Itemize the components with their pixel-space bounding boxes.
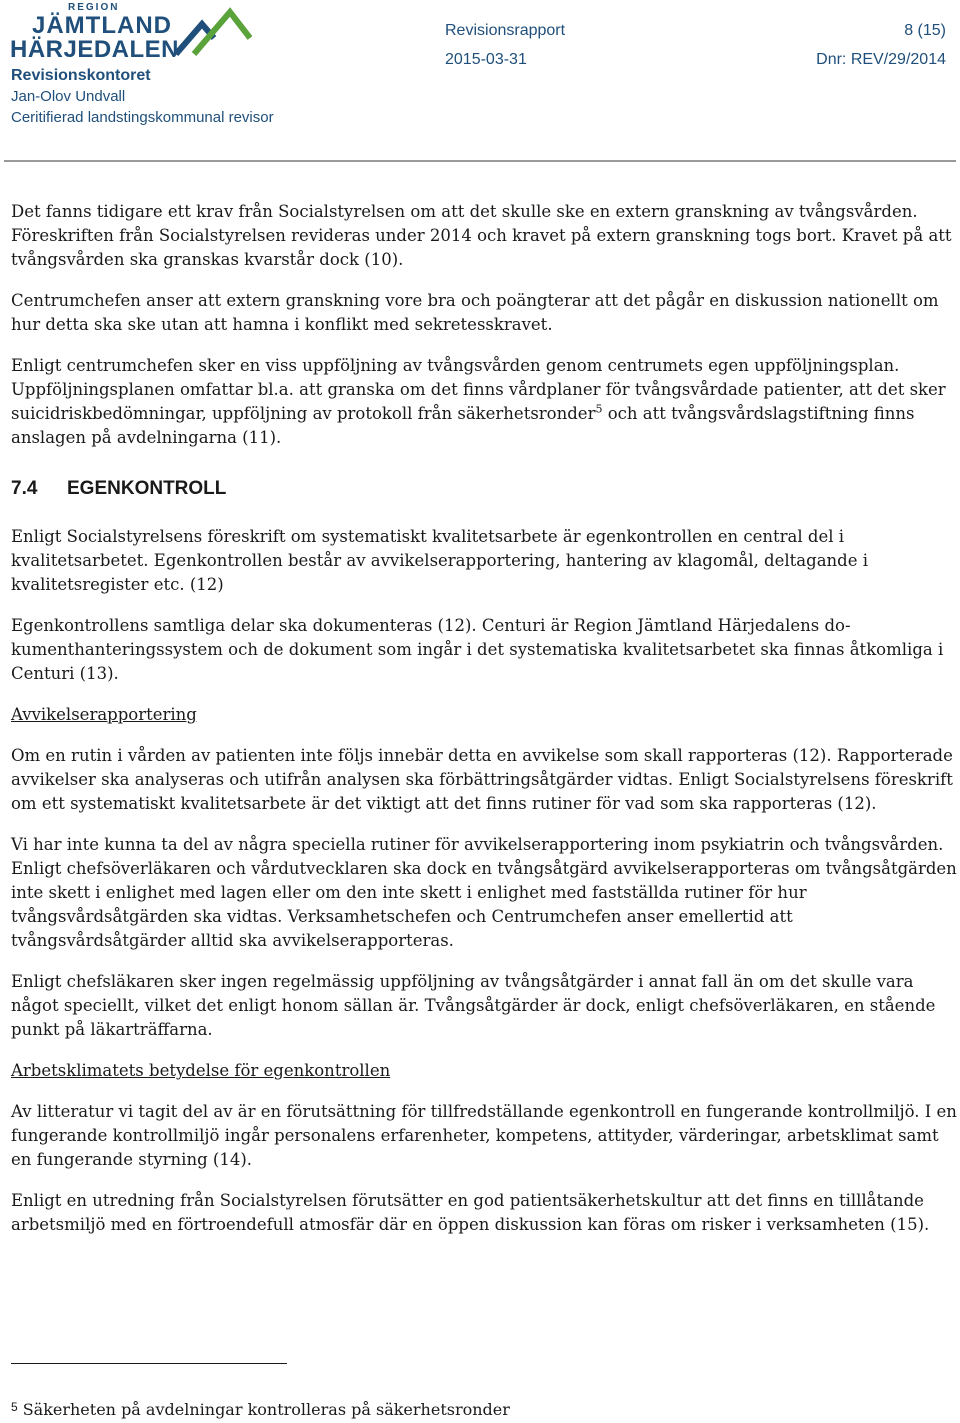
footnote-divider <box>11 1363 287 1364</box>
paragraph-text: och att tvångsvårdslagstiftning finns anslagen på avdelningarna (11). <box>11 404 915 447</box>
section-heading <box>11 477 959 501</box>
page-number: 8 (15) <box>904 22 946 39</box>
header-doc-info <box>445 16 565 74</box>
subheading-arbetsklimat: Arbetsklimatets betydelse för egenkontrollen <box>11 1061 391 1080</box>
doc-date: 2015-03-31 <box>445 51 527 68</box>
mountain-logo-icon <box>174 6 252 58</box>
header-page-info <box>816 16 946 74</box>
logo-line-1: JÄMTLAND <box>32 12 172 39</box>
paragraph: Av litteratur vi tagit del av är en förutsättning för tillfredställande egenkontroll en fungerande kontrollmiljö. I en fungerande kontrollmiljö ingår personalens erfarenheter, kompetens, attityder, värderingar, arbetsklimat samt en fungerande styrning (14). <box>11 1102 957 1169</box>
paragraph: Centrumchefen anser att extern granskning vore bra och poängterar att det pågår en diskussion nationellt om hur detta ska ske utan att hamna i konflikt med sekretesskravet. <box>11 291 939 334</box>
footnote <box>11 1400 510 1419</box>
author-name: Jan-Olov Undvall <box>11 88 126 105</box>
region-logo <box>10 2 250 64</box>
paragraph: Enligt Socialstyrelsens föreskrift om systematiskt kvalitetsarbete är egenkontrollen en central del i kvalitetsarbetet. Egenkontrollen består av avvikelserapportering, hantering av klagomål, deltagande i kvalitetsregister etc. (12) <box>11 527 869 594</box>
logo-line-2: HÄRJEDALEN <box>10 36 180 63</box>
paragraph-text: Enligt centrumchefen sker en viss uppföljning av tvångsvården genom centrumets egen uppföljningsplan. Uppföljningsplanen omfattar bl.a. att granska om det finns vårdplaner för tvångsvårdade patienter, att det sker suicidriskbedömningar, uppföljning av protokoll från säkerhetsronder <box>11 356 946 423</box>
footnote-reference[interactable]: 5 <box>595 402 603 416</box>
document-body <box>11 200 959 1254</box>
logo-region-text: REGION <box>68 2 120 13</box>
subheading-avvikelserapportering: Avvikelserapportering <box>11 705 197 724</box>
section-title: EGENKONTROLL <box>67 478 227 499</box>
paragraph <box>11 354 959 450</box>
paragraph: Om en rutin i vården av patienten inte följs innebär detta en avvikelse som skall rapporteras (12). Rapporterade avvikelser ska analyseras och utifrån analysen ska förbättringsåtgärder vidtas. Enligt Socialstyrelsens föreskrift om ett systematiskt kvalitetsarbete är det viktigt att det finns rutiner för vad som ska rapporteras (12). <box>11 746 953 813</box>
paragraph: Vi har inte kunna ta del av några speciella rutiner för avvikelserapportering inom psykiatrin och tvångsvården. Enligt chefsöverläkaren och vårdutvecklaren ska dock en tvångsåtgärd avvikelserapporteras om tvångsåtgärden inte skett i enlighet med lagen eller om den inte skett i enlighet med fastställda rutiner för hur tvångsvårdsåtgärden ska vidtas. Verksamhetschefen och Centrumchefen anser emellertid att tvångsvårdsåtgärder alltid ska avvikelserapporteras. <box>11 835 957 950</box>
footnote-number: 5 <box>11 1400 18 1414</box>
paragraph: Enligt en utredning från Socialstyrelsen förutsätter en god patientsäkerhetskultur att det finns en tilllåtande arbetsmiljö med en förtroendefull atmosfär där en öppen diskussion kan föras om risker i verksamheten (15). <box>11 1191 930 1234</box>
footnote-text: Säkerheten på avdelningar kontrolleras på säkerhetsronder <box>22 1400 510 1419</box>
paragraph: Enligt chefsläkaren sker ingen regelmässig uppföljning av tvångsåtgärder i annat fall än om det skulle vara något speciellt, vilket det enligt honom sällan är. Tvångsåtgärder är dock, enligt chefsöverläkaren, en stående punkt på läkarträffarna. <box>11 972 936 1039</box>
section-number: 7.4 <box>11 478 38 499</box>
office-name: Revisionskontoret <box>11 67 151 84</box>
doc-type: Revisionsrapport <box>445 22 566 39</box>
paragraph: Egenkontrollens samtliga delar ska dokumenteras (12). Centuri är Region Jämtland Härjedalens dokumenthanteringssystem och de dokument som ingår i det systematiska kvalitetsarbetet ska finnas åtkomliga i Centuri (13). <box>11 616 944 683</box>
paragraph: Det fanns tidigare ett krav från Socialstyrelsen om att det skulle ske en extern granskning av tvångsvården. Föreskriften från Socialstyrelsen revideras under 2014 och kravet på extern granskning togs bort. Kravet på att tvångsvården ska granskas kvarstår dock (10). <box>11 202 952 269</box>
header-author-block <box>11 66 274 128</box>
doc-reference: Dnr: REV/29/2014 <box>816 51 946 68</box>
author-title: Ceritifierad landstingskommunal revisor <box>11 109 274 126</box>
header-divider <box>4 160 956 162</box>
